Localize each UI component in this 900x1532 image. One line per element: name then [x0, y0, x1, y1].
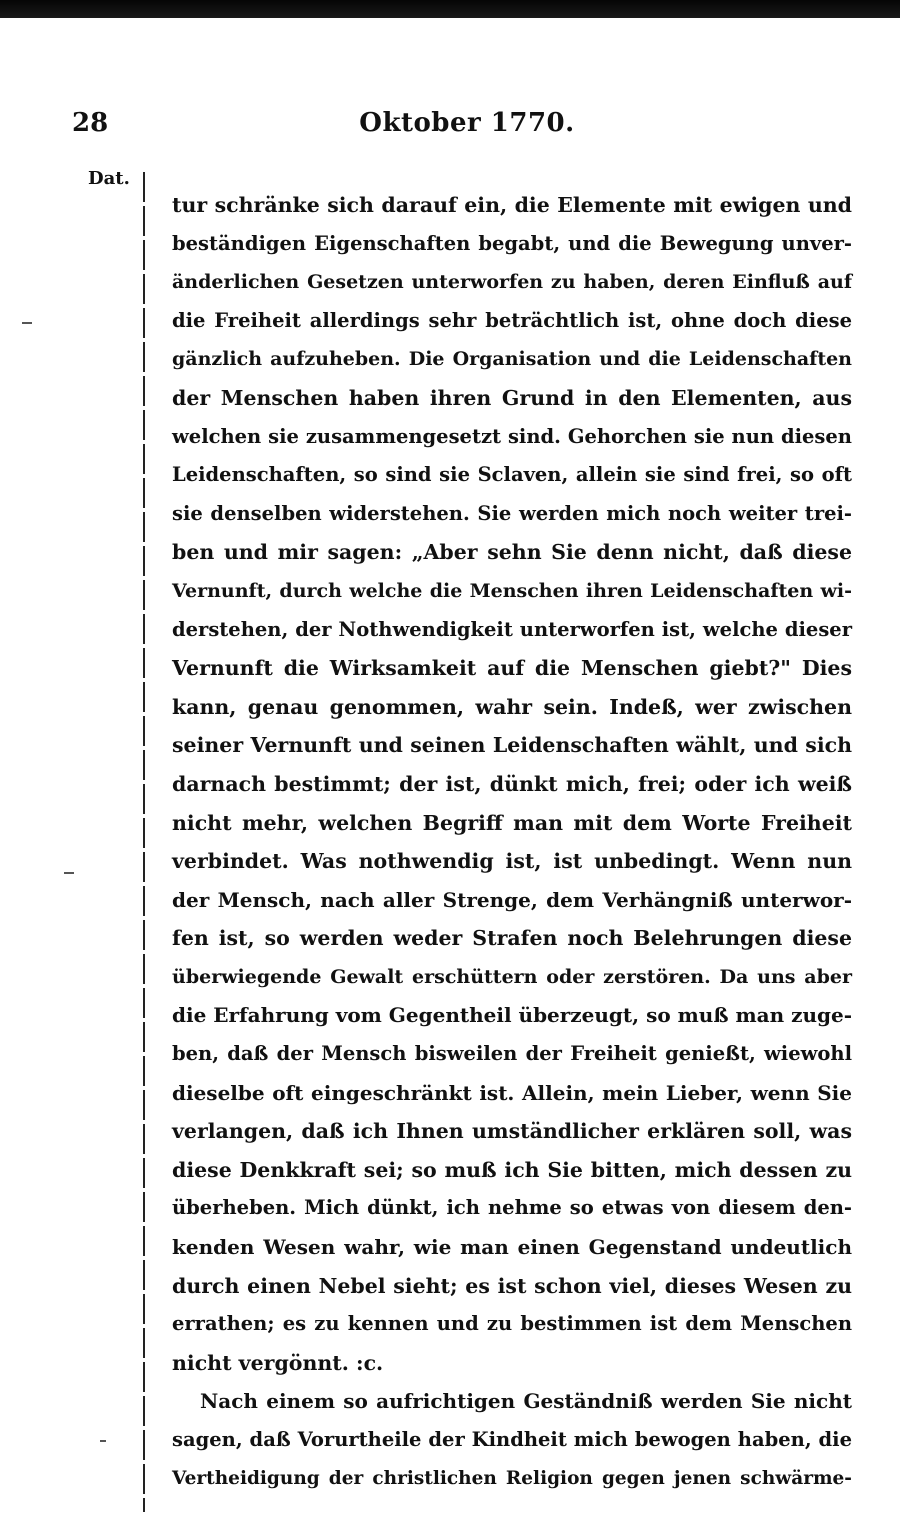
- text-line: die Freiheit allerdings sehr beträchtlich ist, ohne doch diese: [172, 308, 852, 332]
- text-line: sagen, daß Vorurtheile der Kindheit mich bewogen haben, die: [172, 1428, 852, 1451]
- text-line: änderlichen Gesetzen unterworfen zu haben, deren Einfluß auf: [172, 271, 852, 294]
- edge-mark: [22, 322, 32, 324]
- margin-date-label: Dat.: [88, 168, 130, 189]
- text-line: der Menschen haben ihren Grund in den Elementen, aus: [172, 385, 852, 410]
- text-line: ben, daß der Mensch bisweilen der Freiheit genießt, wiewohl: [172, 1042, 852, 1066]
- text-line: dieselbe oft eingeschränkt ist. Allein, mein Lieber, wenn Sie: [172, 1080, 852, 1105]
- text-line: darnach bestimmt; der ist, dünkt mich, frei; oder ich weiß: [172, 771, 852, 796]
- text-line: der Mensch, nach aller Strenge, dem Verhängniß unterwor-: [172, 887, 852, 912]
- text-line: fen ist, so werden weder Strafen noch Belehrungen diese: [172, 926, 852, 951]
- text-line: ben und mir sagen: „Aber sehn Sie denn nicht, daß diese: [172, 540, 852, 565]
- text-line: seiner Vernunft und seinen Leidenschaften wählt, und sich: [172, 733, 852, 758]
- text-line: Leidenschaften, so sind sie Sclaven, allein sie sind frei, so oft: [172, 463, 852, 487]
- margin-rule: [143, 172, 145, 1512]
- text-line: nicht vergönnt. :c.: [172, 1350, 384, 1375]
- text-line: gänzlich aufzuheben. Die Organisation und die Leidenschaften: [172, 348, 852, 371]
- text-line: nicht mehr, welchen Begriff man mit dem Worte Freiheit: [172, 810, 852, 835]
- text-line: kenden Wesen wahr, wie man einen Gegenstand undeutlich: [172, 1235, 852, 1260]
- text-line: beständigen Eigenschaften begabt, und die Bewegung unver-: [172, 231, 852, 255]
- scan-top-band: [0, 0, 900, 18]
- text-line: diese Denkkraft sei; so muß ich Sie bitten, mich dessen zu: [172, 1157, 852, 1182]
- running-title: Oktober 1770.: [359, 108, 575, 138]
- text-line: Vernunft die Wirksamkeit auf die Menschen giebt?" Dies: [172, 656, 852, 681]
- text-line: errathen; es zu kennen und zu bestimmen ist dem Menschen: [172, 1312, 852, 1336]
- text-line: derstehen, der Nothwendigkeit unterworfen ist, welche dieser: [172, 617, 852, 641]
- text-line: überheben. Mich dünkt, ich nehme so etwas von diesem den-: [172, 1196, 852, 1220]
- edge-mark: [100, 1440, 106, 1442]
- text-line: die Erfahrung vom Gegentheil überzeugt, so muß man zuge-: [172, 1003, 853, 1028]
- text-line: Vertheidigung der christlichen Religion gegen jenen schwärme-: [172, 1467, 852, 1489]
- page-header: [72, 108, 862, 148]
- text-line: verbindet. Was nothwendig ist, ist unbedingt. Wenn nun: [172, 849, 852, 874]
- text-line: durch einen Nebel sieht; es ist schon viel, dieses Wesen zu: [172, 1273, 852, 1298]
- text-line: verlangen, daß ich Ihnen umständlicher erklären soll, was: [172, 1119, 852, 1144]
- text-line: Nach einem so aufrichtigen Geständniß werden Sie nicht: [200, 1389, 852, 1414]
- text-line: tur schränke sich darauf ein, die Elemente mit ewigen und: [172, 193, 852, 217]
- page-number: 28: [72, 108, 109, 138]
- edge-mark: [64, 872, 74, 874]
- text-line: welchen sie zusammengesetzt sind. Gehorchen sie nun diesen: [172, 424, 852, 448]
- page-body-text: [172, 186, 852, 1498]
- text-line: überwiegende Gewalt erschüttern oder zerstören. Da uns aber: [172, 965, 852, 988]
- text-line: Vernunft, durch welche die Menschen ihren Leidenschaften wi-: [172, 579, 852, 602]
- text-line: kann, genau genommen, wahr sein. Indeß, wer zwischen: [172, 694, 852, 719]
- text-line: sie denselben widerstehen. Sie werden mich noch weiter trei-: [172, 501, 852, 525]
